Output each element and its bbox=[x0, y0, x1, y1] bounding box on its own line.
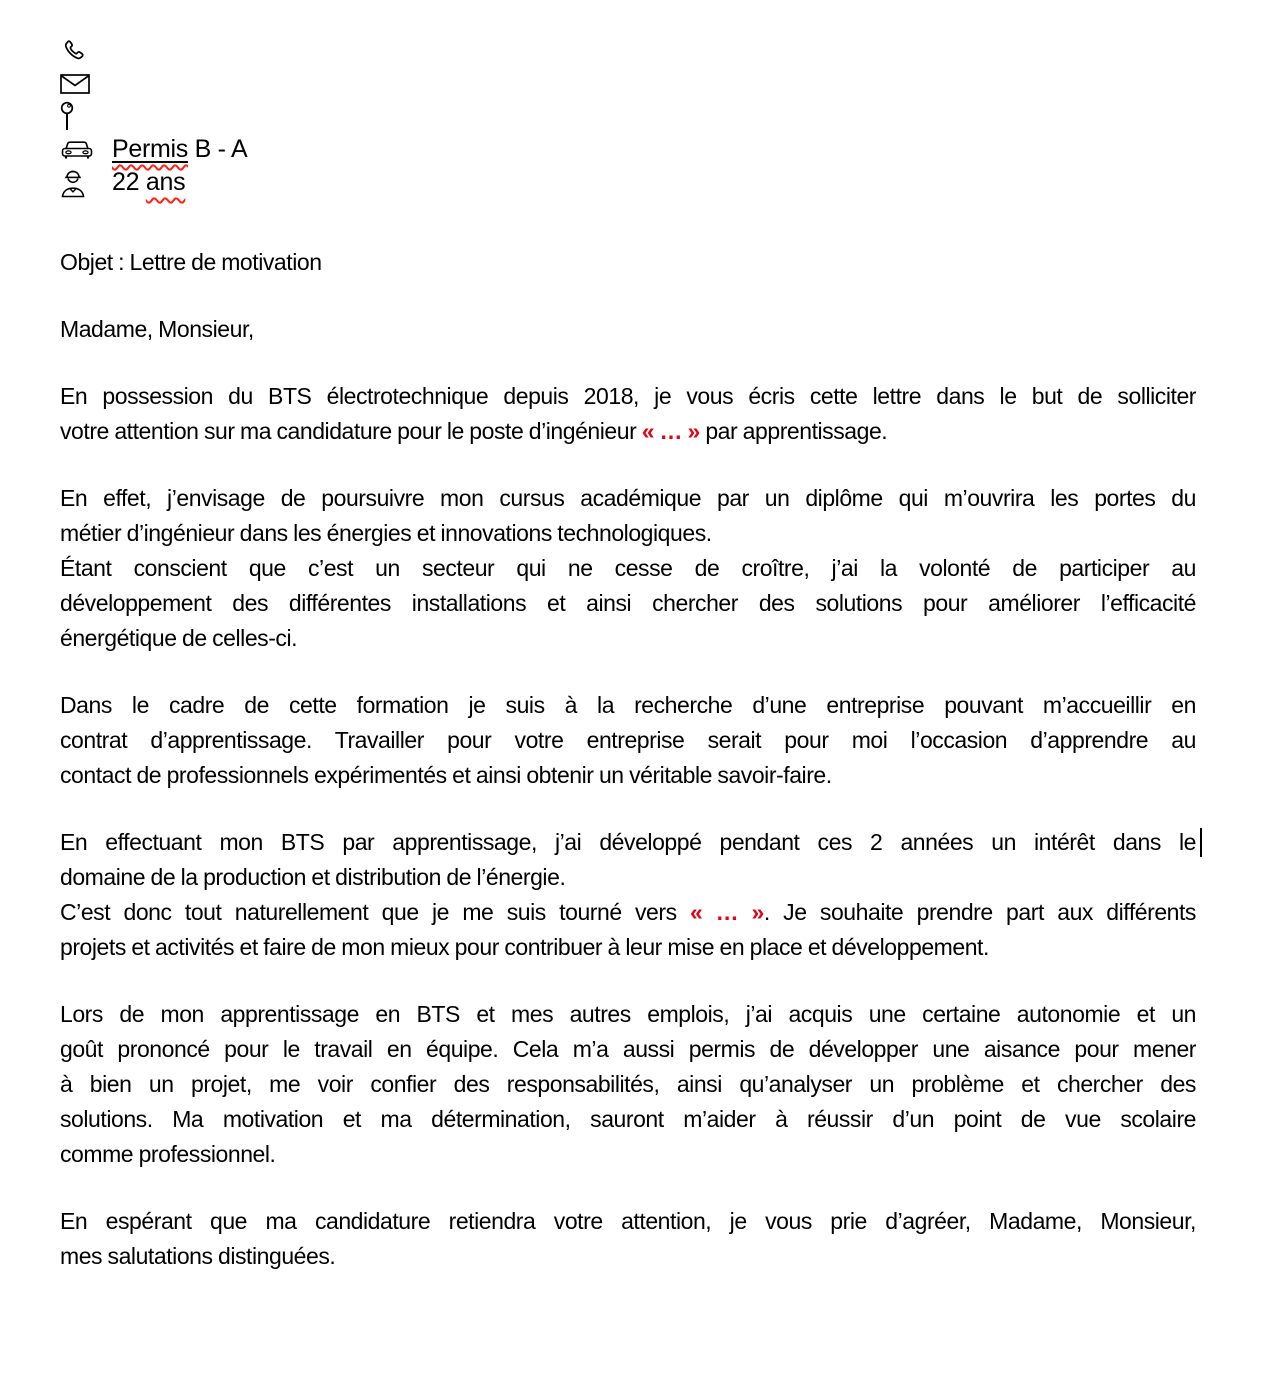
worker-icon bbox=[60, 167, 112, 199]
text-segment: C’est donc tout naturellement que je me suis tourné vers bbox=[60, 899, 690, 925]
text-line[interactable] bbox=[60, 1137, 1196, 1172]
car-icon bbox=[60, 138, 112, 162]
block-paragraph-2 bbox=[60, 481, 1196, 656]
placeholder-red-text: « … » bbox=[690, 899, 764, 925]
text-line[interactable] bbox=[60, 414, 1196, 449]
pin-icon bbox=[60, 101, 112, 133]
text-segment: . Je souhaite prendre part aux différents bbox=[763, 899, 1196, 925]
text-line[interactable] bbox=[60, 723, 1196, 758]
phone-icon bbox=[60, 38, 112, 64]
text-line[interactable] bbox=[60, 551, 1196, 586]
text-segment: Dans le cadre de cette formation je suis à la recherche d’une entreprise pouvant m’accueillir en bbox=[60, 692, 1196, 718]
contact-row-label bbox=[112, 168, 185, 197]
block-paragraph-4 bbox=[60, 825, 1196, 965]
text-line[interactable] bbox=[60, 758, 1196, 793]
contact-row-email bbox=[60, 67, 1196, 100]
text-line[interactable] bbox=[60, 586, 1196, 621]
text-segment: métier d’ingénieur dans les énergies et innovations technologiques. bbox=[60, 520, 712, 546]
block-paragraph-6 bbox=[60, 1204, 1196, 1274]
text-line[interactable] bbox=[60, 1067, 1196, 1102]
text-segment: En effet, j’envisage de poursuivre mon cursus académique par un diplôme qui m’ouvrira les portes du bbox=[60, 485, 1196, 511]
contact-info-block bbox=[60, 34, 1196, 199]
text-line[interactable] bbox=[60, 860, 1196, 895]
contact-row-address bbox=[60, 100, 1196, 133]
text-line[interactable] bbox=[60, 1032, 1196, 1067]
text-segment: contrat d’apprentissage. Travailler pour votre entreprise serait pour moi l’occasion d’apprendre au bbox=[60, 727, 1196, 753]
text-line[interactable] bbox=[60, 245, 1196, 280]
text-segment: B - A bbox=[187, 135, 248, 163]
text-segment: Objet : Lettre de motivation bbox=[60, 249, 322, 275]
text-segment: à bien un projet, me voir confier des responsabilités, ainsi qu’analyser un problème et chercher des bbox=[60, 1071, 1196, 1097]
contact-row-driving-license bbox=[60, 133, 1196, 166]
text-segment: solutions. Ma motivation et ma détermination, sauront m’aider à réussir d’un point de vue scolaire bbox=[60, 1106, 1196, 1132]
text-line[interactable] bbox=[60, 825, 1196, 860]
text-segment: énergétique de celles-ci. bbox=[60, 625, 298, 651]
text-line[interactable] bbox=[60, 997, 1196, 1032]
text-segment: contact de professionnels expérimentés et ainsi obtenir un véritable savoir-faire. bbox=[60, 762, 832, 788]
text-line[interactable] bbox=[60, 379, 1196, 414]
text-segment: En espérant que ma candidature retiendra votre attention, je vous prie d’agréer, Madame, Monsieur, bbox=[60, 1208, 1196, 1234]
text-segment: goût prononcé pour le travail en équipe. Cela m’a aussi permis de développer une aisance pour mener bbox=[60, 1036, 1196, 1062]
text-line[interactable] bbox=[60, 621, 1196, 656]
text-line[interactable] bbox=[60, 1204, 1196, 1239]
block-salutation bbox=[60, 312, 1196, 347]
text-segment: ans bbox=[145, 168, 186, 196]
text-line[interactable] bbox=[60, 312, 1196, 347]
text-line[interactable] bbox=[60, 481, 1196, 516]
text-segment: mes salutations distinguées. bbox=[60, 1243, 336, 1269]
text-segment: projets et activités et faire de mon mieux pour contribuer à leur mise en place et développement. bbox=[60, 934, 989, 960]
text-segment: Étant conscient que c’est un secteur qui ne cesse de croître, j’ai la volonté de participer au bbox=[60, 555, 1196, 581]
text-segment: En possession du BTS électrotechnique depuis 2018, je vous écris cette lettre dans le but de solliciter bbox=[60, 383, 1196, 409]
text-segment: comme professionnel. bbox=[60, 1141, 276, 1167]
text-cursor bbox=[1200, 828, 1202, 857]
text-segment: par apprentissage. bbox=[699, 418, 888, 444]
envelope-icon bbox=[60, 74, 112, 94]
text-line[interactable] bbox=[60, 516, 1196, 551]
block-subject bbox=[60, 245, 1196, 280]
contact-row-phone bbox=[60, 34, 1196, 67]
text-segment: domaine de la production et distribution de l’énergie. bbox=[60, 864, 566, 890]
text-segment: En effectuant mon BTS par apprentissage, j’ai développé pendant ces 2 années un intérêt dans le bbox=[60, 829, 1196, 855]
block-paragraph-1 bbox=[60, 379, 1196, 449]
text-segment: 22 bbox=[112, 168, 146, 196]
text-segment: développement des différentes installations et ainsi chercher des solutions pour améliorer l’efficacité bbox=[60, 590, 1196, 616]
text-segment: Lors de mon apprentissage en BTS et mes autres emplois, j’ai acquis une certaine autonomie et un bbox=[60, 1001, 1196, 1027]
underlined-text bbox=[112, 135, 188, 163]
block-paragraph-3 bbox=[60, 688, 1196, 793]
text-segment: Madame, Monsieur, bbox=[60, 316, 254, 342]
contact-row-age bbox=[60, 166, 1196, 199]
text-line[interactable] bbox=[60, 895, 1196, 930]
text-line[interactable] bbox=[60, 930, 1196, 965]
text-line[interactable] bbox=[60, 1239, 1196, 1274]
contact-row-label bbox=[112, 135, 247, 164]
text-segment: Permis bbox=[112, 135, 188, 163]
text-segment: votre attention sur ma candidature pour le poste d’ingénieur bbox=[60, 418, 642, 444]
text-line[interactable] bbox=[60, 1102, 1196, 1137]
text-line[interactable] bbox=[60, 688, 1196, 723]
placeholder-red-text: « … » bbox=[641, 418, 700, 444]
block-paragraph-5 bbox=[60, 997, 1196, 1172]
letter-body[interactable] bbox=[60, 245, 1196, 1274]
